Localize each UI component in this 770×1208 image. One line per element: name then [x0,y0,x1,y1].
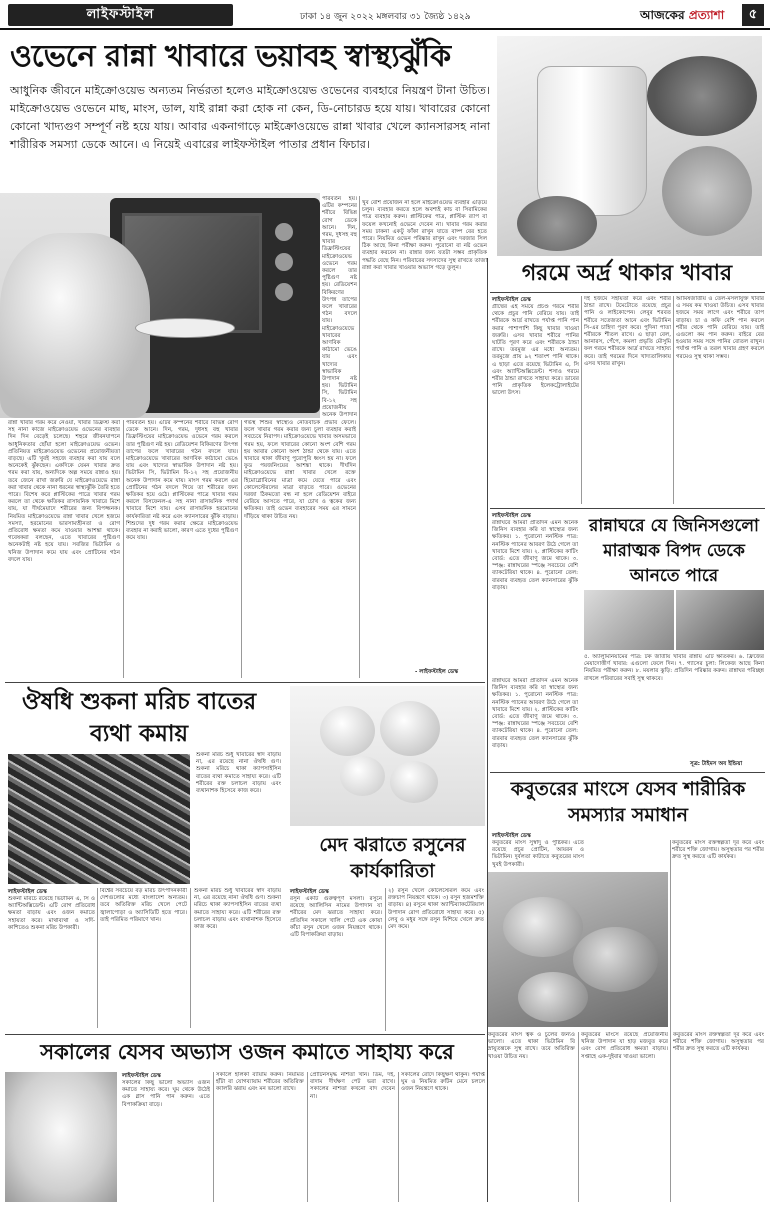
chilli-photo [8,754,190,884]
garlic-col2: ২) রসুন খেলে কোলেস্টেরল কমে এবং রক্তচাপ নিয়ন্ত্রণে থাকে। ৩) রসুন হজমশক্তি বাড়ায়। ৪) রসুনে থাকা অ্যান্টিব্যাকটেরিয়াল উপাদান রোগ প্রতিরোধে সাহায্য করে। ৫) লেবু ও মধুর সঙ্গে রসুন মিশিয়ে খেলে দ্রুত মেদ কমে। [388,888,484,931]
pigeon-col4: কবুতরের মাংসে রয়েছে প্রয়োজনীয় খনিজ উপাদান যা হাড় মজবুত করে এবং রোগ প্রতিরোধ ক্ষমতা বাড়ায়। সপ্তাহে এক-দুইবার খাওয়া ভালো। [581,1032,668,1060]
morning-col4: সকালের রোদে কিছুক্ষণ থাকুন। পর্যাপ্ত ঘুম ও নিয়মিত রুটিন মেনে চললে ওজন নিয়ন্ত্রণে থাকে। [401,1072,485,1093]
morning-photo [5,1072,117,1202]
kitchen-col2: ৫. অ্যালুমিনিয়ামের পাত্র: টক জাতীয় খাবার রান্নায় এটি ক্ষতিকর। ৬. ফ্রিজের মেয়াদোত্তীর্ণ খাবার: এগুলো ফেলে দিন। ৭. গ্যাসের চুলা: লিকেজ আছে কিনা নিয়মিত পরীক্ষা করুন। ৮. ময়লার ঝুড়ি: প্রতিদিন পরিষ্কার করুন। রান্নাঘর পরিচ্ছন্ন রাখলে পরিবারের সবাই সুস্থ থাকবে। [584,654,764,682]
humid-col1: গ্রীষ্মের এই সময়ে প্রচণ্ড গরমে শরীর থেকে প্রচুর পানি বেরিয়ে যায়। তাই শরীরকে আর্দ্র রাখতে পর্যাপ্ত পানি পান করার পাশাপাশি কিছু খাবার খাওয়া জরুরি। এসব খাবার শরীরে পানির ঘাটতি পূরণ করে এবং শরীরকে ঠান্ডা রাখে। তরমুজ এর মধ্যে অন্যতম। তরমুজে প্রায় ৯২ শতাংশ পানি থাকে। এ ছাড়া এতে রয়েছে ভিটামিন এ, সি এবং অ্যান্টিঅক্সিডেন্ট। শসাও গরমে শরীর ঠান্ডা রাখতে সাহায্য করে। ডাবের পানি প্রাকৃতিক ইলেকট্রোলাইটের ভালো উৎস। [492,304,579,397]
microwave-photo [0,193,320,418]
kitchen-headline: রান্নাঘরে যে জিনিসগুলো মারাত্মক বিপদ ডেকে আনতে পারে [589,516,759,586]
pigeon-headline: কবুতরের মাংসে যেসব শারীরিক সমস্যার সমাধান [510,778,746,826]
humid-col2: দই হজমে সহায়তা করে এবং শরীর ঠান্ডা রাখে। টমেটোতে রয়েছে প্রচুর পানি ও লাইকোপেন। লেবুর শরবত শরীরে সতেজতা আনে এবং ভিটামিন সি-এর চাহিদা পূরণ করে। পুদিনা পাতা শরীরকে শীতল রাখে। এ ছাড়া বেল, আনারস, পেঁপে, কমলা প্রভৃতি মৌসুমি ফল গরমে শরীরকে আর্দ্র রাখতে সাহায্য করে। তাই গরমের দিনে খাদ্যতালিকায় এসব খাবার রাখুন। [584,296,671,367]
lead-body-col1: রান্না খাবার গরম করে নেওয়া, খাবার ডিফ্রস্ট করা সহ নানা কাজে মাইক্রোওয়েভ ওভেনের ব্যবহার দিন দিন বেড়েই চলেছে। শহুরে জীবনযাপনে আধুনিকতার ছোঁয়া হলো মাইক্রোওয়েভ ওভেন। প্রতিনিয়ত মাইক্রোওয়েভ ওভেনের প্রয়োজনীয়তা বাড়ছে। এটি খুবই সহজে ব্যবহার করা যায় বলে অনেকেই ঝুঁকছেন। একদিকে যেমন খাবার দ্রুত গরম করা যায়, অন্যদিকে অল্প সময়ে রান্নাও হয়। তবে জেনে রাখা জরুরি যে মাইক্রোওয়েভে রান্না করা খাবার থেকে নানা ধরনের স্বাস্থ্যঝুঁকি তৈরি হতে পারে। বিশেষ করে প্লাস্টিকের পাত্রে খাবার গরম করলে তা থেকে ক্ষতিকর রাসায়নিক খাবারে মিশে যায়, যা দীর্ঘমেয়াদে শরীরের জন্য বিপজ্জনক। নিয়মিত মাইক্রোওয়েভে রান্না খাবার খেলে হজমে সমস্যা, হরমোনের ভারসাম্যহীনতা ও রোগ প্রতিরোধ ক্ষমতা কমে যাওয়ার আশঙ্কা থাকে। গবেষকরা বলছেন, এতে খাবারের পুষ্টিগুণ অনেকটাই নষ্ট হয়ে যায়। সবজির ভিটামিন ও খনিজ উপাদান কমে যায় এবং প্রোটিনের গঠন বদলে যায়। [8,420,120,563]
kitchen-credit: সূত্র: টাইমস অব ইন্ডিয়া [690,761,743,767]
chilli-desk: লাইফস্টাইল ডেস্ক [8,889,47,895]
kitchen-desk: লাইফস্টাইল ডেস্ক [492,513,531,519]
garlic-headline: মেদ ঝরাতে রসুনের কার্যকারিতা [319,834,466,882]
lead-headline: ওভেনে রান্না খাবারে ভয়াবহ স্বাস্থ্যঝুঁকি [10,39,451,74]
chilli-col3: বিশ্বের সবচেয়ে বড় মরিচ উৎপাদনকারী দেশগুলোর মধ্যে বাংলাদেশ অন্যতম। তবে অতিরিক্ত মরিচ খেলে পেটে জ্বালাপোড়া ও অ্যাসিডিটি হতে পারে। তাই পরিমিত পরিমাণে খান। [100,888,187,923]
pigeon-col1: কবুতরের মাংস সুস্বাদু ও পুষ্টিকর। এতে রয়েছে প্রচুর প্রোটিন, আয়রন ও ভিটামিন। দুর্বলতা কাটাতে কবুতরের মাংস খুবই উপকারী। [492,840,584,868]
morning-col2: সকালে হালকা ব্যায়াম করুন। নিয়মিত হাঁটা বা যোগব্যায়াম শরীরের অতিরিক্ত ক্যালরি ঝরায় এবং মন ভালো রাখে। [216,1072,304,1093]
lead-intro: আধুনিক জীবনে মাইক্রোওয়েভ অন্যতম নির্ভরতা হলেও মাইক্রোওয়েভ ওভেনের ব্যবহারে নিয়ন্ত্রণ টানা উচিত। মাইক্রোওয়েভ ওভেনে মাছ, মাংস, ডাল, যাই রান্না করা হোক না কেন, ডি-নোচারড হয়ে যায়। খাবারের কোনো কোনো খাদ্যগুণ সম্পূর্ণ নষ্ট হয়ে যায়। আবার একনাগাড়ে মাইক্রোওয়েভে রান্না খাবার খেলে ক্যানসারসহ নানা শারীরিক সমস্যা ডেকে আনে। এ নিয়েই এবারের লাইফস্টাইল পাতার প্রধান ফিচার। [10,84,490,151]
pigeon-desk: লাইফস্টাইল ডেস্ক [492,833,531,839]
issue-date: ঢাকা ১৪ জুন ২০২২ মঙ্গলবার ৩১ জ্যৈষ্ঠ ১৪২৯ [300,12,471,22]
pigeon-col2-cont: কবুতরের মাংস রক্তস্বল্পতা দূর করে এবং শরীরে শক্তি জোগায়। অসুস্থতার পর শরীর দ্রুত সুস্থ করতে এটি কার্যকর। [673,1032,764,1053]
chilli-col3-cont: শুকনা মরিচ শুধু খাবারের স্বাদ বাড়ায় না, এর রয়েছে নানা ঔষধি গুণ। শুকনা মরিচে থাকা ক্যাপসাইসিন বাতের ব্যথা কমাতে সাহায্য করে। এটি শরীরের রক্ত চলাচল বাড়ায় এবং ব্যথানাশক হিসেবে কাজ করে। [194,888,281,931]
lead-body-col2: পরিবর্তন হয়। এটির কম্পনের শরীরে বিভিন্ন রোগ ডেকে আনে। দিন, গরম, দুধসহ বহু খাবার ডিফ্রস্টিংয়ের মাইক্রোওয়েভ ওভেনে গরম করলে তার পুষ্টিগুণ নষ্ট হয়। রেডিয়েশন বিকিরণের উৎপন্ন তাপের ফলে খাবারের গঠন বদলে যায়। মাইক্রোওয়েভে খাবারের আণবিক কাঠামো ভেঙে যায় এবং খাদ্যের স্বাভাবিক উপাদান নষ্ট হয়। ভিটামিন সি, ভিটামিন বি-১২ সহ প্রয়োজনীয় অনেক উপাদান কমে যায়। মাংস গরম করলে এর প্রোটিনের গঠন বদলে গিয়ে তা শরীরের জন্য ক্ষতিকর হয়ে ওঠে। প্লাস্টিকের পাত্রে খাবার গরম করলে বিসফেনল-এ সহ নানা রাসায়নিক পদার্থ খাবারে মিশে যায়। এসব রাসায়নিক হরমোনের কার্যকারিতা নষ্ট করে এবং ক্যানসারের ঝুঁকি বাড়ায়। শিশুদের দুধ গরম করার ক্ষেত্রে মাইক্রোওয়েভ ব্যবহার না করাই ভালো, কারণ এতে দুধের পুষ্টিগুণ কমে যায়। [126,420,238,542]
garlic-photo [290,686,485,826]
chilli-headline: ঔষধি শুকনা মরিচ বাতের ব্যথা কমায় [21,688,257,747]
chilli-col2: শুকনা মরিচে রয়েছে ভিটামিন এ, সি ও অ্যান্টিঅক্সিডেন্ট। এটি রোগ প্রতিরোধ ক্ষমতা বাড়ায় এবং ওজন কমাতে সহায়তা করে। মাথাব্যথা ও সর্দি-কাশিতেও শুকনা মরিচ উপকারী। [8,896,95,931]
kitchen-photo-2 [676,590,764,650]
morning-desk: লাইফস্টাইল ডেস্ক [122,1073,161,1079]
section-title: লাইফস্টাইল [8,4,233,26]
lead-byline: - লাইফস্টাইল ডেস্ক [415,669,459,675]
chilli-col1: শুকনা মরিচ শুধু খাবারের স্বাদ বাড়ায় না, এর রয়েছে নানা ঔষধি গুণ। শুকনা মরিচে থাকা ক্যাপসাইসিন বাতের ব্যথা কমাতে সাহায্য করে। এটি শরীরের রক্ত চলাচল বাড়ায় এবং ব্যথানাশক হিসেবে কাজ করে। [196,752,281,795]
paper-name-part-b: প্রত্যাশা [688,8,725,22]
kitchen-col1-cont: রান্নাঘরে আমরা প্রতিদিন এমন অনেক জিনিস ব্যবহার করি যা স্বাস্থ্যের জন্য ক্ষতিকর। ১. পুরোনো ননস্টিক পাত্র: ননস্টিক প্যানের আবরণ উঠে গেলে তা খাবারে মিশে যায়। ২. প্লাস্টিকের কাটিং বোর্ড: এতে জীবাণু জমে থাকে। ৩. স্পঞ্জ: রান্নাঘরের স্পঞ্জে সবচেয়ে বেশি ব্যাকটেরিয়া থাকে। ৪. পুরোনো তেল: বারবার ব্যবহৃত তেল ক্যানসারের ঝুঁকি বাড়ায়। [492,678,578,749]
lead-body-col3: গর্ভস্থ শিশুর স্বাস্থ্যেও নেতিবাচক প্রভাব ফেলে। ফলে খাবার গরম করার জন্য চুলা ব্যবহার করাই সবচেয়ে নিরাপদ। মাইক্রোওয়েভে খাবার অসমভাবে গরম হয়, ফলে খাবারের কোনো অংশ বেশি গরম হয় আবার কোনো অংশ ঠান্ডা থেকে যায়। এতে খাবারে থাকা জীবাণু পুরোপুরি ধ্বংস হয় না। ফলে ফুড পয়জনিংয়ের আশঙ্কা থাকে। দীর্ঘদিন মাইক্রোওয়েভে রান্না খাবার খেলে রক্তে হিমোগ্লোবিনের মাত্রা কমে যেতে পারে এবং কোলেস্টেরলের মাত্রা বাড়তে পারে। ওভেনের দরজা ঠিকমতো বন্ধ না হলে রেডিয়েশন বাইরে বেরিয়ে আসতে পারে, যা চোখ ও ত্বকের জন্য ক্ষতিকর। তাই ওভেন ব্যবহারের সময় এর সামনে দাঁড়িয়ে থাকা উচিত নয়। [244,420,356,520]
fruit-water-photo [497,36,762,256]
kitchen-photo-1 [584,590,674,650]
paper-name-part-a: আজকের [640,8,689,22]
pigeon-col3: কবুতরের মাংস ত্বক ও চুলের জন্যও ভালো। এতে থাকা ভিটামিন বি স্নায়ুতন্ত্রকে সুস্থ রাখে। তবে অতিরিক্ত খাওয়া উচিত নয়। [488,1032,575,1060]
humid-col3: আমিষজাতীয় ও তেল-মসলাযুক্ত খাবার এ সময় কম খাওয়া উচিত। এসব খাবার হজমে সময় লাগে এবং শরীরে তাপ বাড়ায়। চা ও কফি বেশি পান করলে শরীর থেকে পানি বেরিয়ে যায়। তাই এগুলো কম পান করুন। বাইরে বের হওয়ার সময় সঙ্গে পানির বোতল রাখুন। পর্যাপ্ত পানি ও তরল খাবার গ্রহণ করলে গরমেও সুস্থ থাকা সম্ভব। [676,296,764,360]
morning-col3: প্রোটিনসমৃদ্ধ নাশতা খান। ডিম, দই, বাদাম দীর্ঘক্ষণ পেট ভরা রাখে। সকালের নাশতা কখনো বাদ দেবেন না। [310,1072,395,1100]
humid-headline: গরমে অর্দ্র থাকার খাবার [521,260,733,286]
garlic-col1: রসুন একটি গুরুত্বপূর্ণ মসলা। রসুনে রয়েছে অ্যালিসিন নামের উপাদান যা শরীরের মেদ ঝরাতে সাহায্য করে। প্রতিদিন সকালে খালি পেটে এক কোয়া কাঁচা রসুন খেলে ওজন নিয়ন্ত্রণে থাকে। এটি বিপাকক্রিয়া বাড়ায়। [290,896,382,939]
kitchen-col1: রান্নাঘরে আমরা প্রতিদিন এমন অনেক জিনিস ব্যবহার করি যা স্বাস্থ্যের জন্য ক্ষতিকর। ১. পুরোনো ননস্টিক পাত্র: ননস্টিক প্যানের আবরণ উঠে গেলে তা খাবারে মিশে যায়। ২. প্লাস্টিকের কাটিং বোর্ড: এতে জীবাণু জমে থাকে। ৩. স্পঞ্জ: রান্নাঘরের স্পঞ্জে সবচেয়ে বেশি ব্যাকটেরিয়া থাকে। ৪. পুরোনো তেল: বারবার ব্যবহৃত তেল ক্যানসারের ঝুঁকি বাড়ায়। [492,520,578,591]
paper-logo [640,7,724,27]
lead-body-col4: খুব বেশি প্রয়োজন না হলে মাইক্রোওয়েভ ব্যবহার এড়িয়ে চলুন। ব্যবহার করতে হলে অবশ্যই কাচ বা সিরামিকের পাত্র ব্যবহার করুন। প্লাস্টিকের পাত্র, প্লাস্টিক র‍্যাপ বা ফয়েল কখনোই ওভেনে দেবেন না। খাবার গরম করার সময় ঢাকনা একটু ফাঁকা রাখুন যাতে বাষ্প বের হতে পারে। নিয়মিত ওভেন পরিষ্কার রাখুন এবং দরজার সিল ঠিক আছে কিনা পরীক্ষা করুন। পুরোনো বা নষ্ট ওভেন ব্যবহার করবেন না। রান্নার জন্য যতটা সম্ভব প্রাকৃতিক পদ্ধতি বেছে নিন। পরিবারের সদস্যদের সুস্থ রাখতে তাজা রান্না করা খাবার খাওয়ার অভ্যাস গড়ে তুলুন। [362,200,487,271]
garlic-desk: লাইফস্টাইল ডেস্ক [290,889,329,895]
pigeon-col2: কবুতরের মাংস রক্তস্বল্পতা দূর করে এবং শরীরে শক্তি জোগায়। অসুস্থতার পর শরীর দ্রুত সুস্থ করতে এটি কার্যকর। [672,840,764,861]
humid-desk: লাইফস্টাইল ডেস্ক [492,297,531,303]
masthead [0,0,770,30]
page-number: ৫ [742,4,764,26]
pigeon-photo [488,872,668,1027]
morning-headline: সকালের যেসব অভ্যাস ওজন কমাতে সাহায্য করে [40,1039,454,1064]
morning-col1: সকালের কিছু ভালো অভ্যাস ওজন কমাতে সাহায্য করে। ঘুম থেকে উঠেই এক গ্লাস পানি পান করুন। এতে বিপাকক্রিয়া বাড়ে। [122,1080,210,1108]
lead-body-col2-top: পরিবর্তন হয়। এটির কম্পনের শরীরে বিভিন্ন রোগ ডেকে আনে। দিন, গরম, দুধসহ বহু খাবার ডিফ্রস্টিংয়ের মাইক্রোওয়েভ ওভেনে গরম করলে তার পুষ্টিগুণ নষ্ট হয়। রেডিয়েশন বিকিরণের উৎপন্ন তাপের ফলে খাবারের গঠন বদলে যায়। মাইক্রোওয়েভে খাবারের আণবিক কাঠামো ভেঙে যায় এবং খাদ্যের স্বাভাবিক উপাদান নষ্ট হয়। ভিটামিন সি, ভিটামিন বি-১২ সহ প্রয়োজনীয় অনেক উপাদান [322,196,357,418]
